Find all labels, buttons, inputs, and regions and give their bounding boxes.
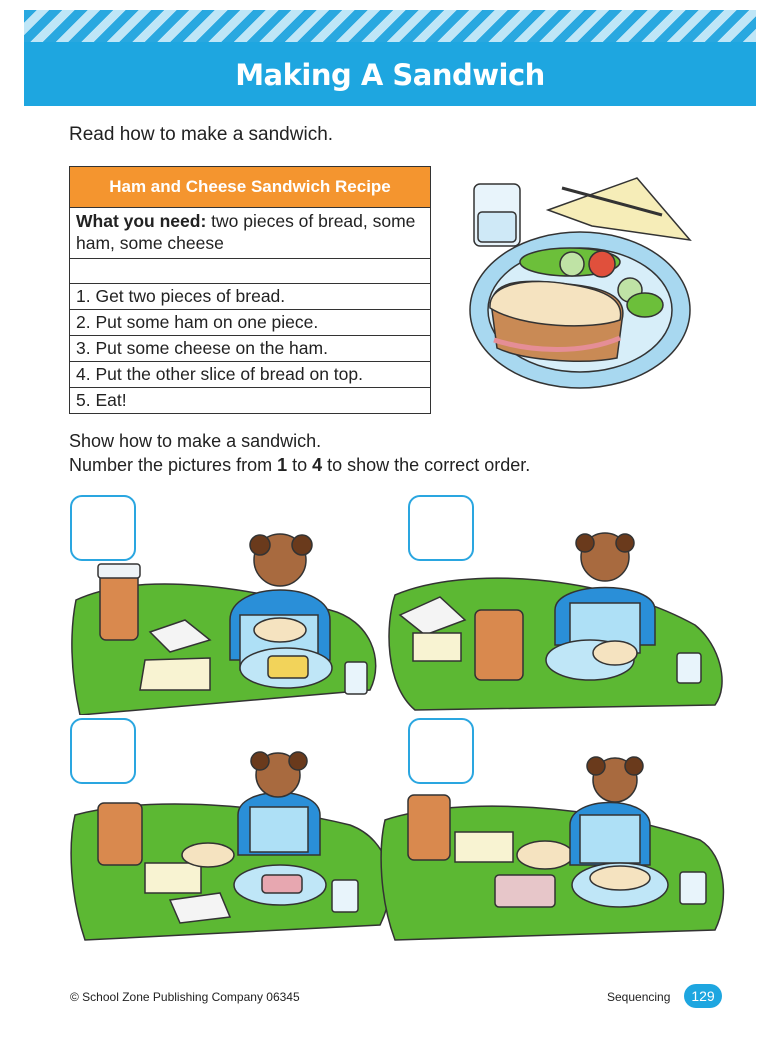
recipe-step: 5. Eat! [76, 390, 127, 410]
sandwich-plate-illustration [462, 170, 702, 400]
number-start: 1 [277, 455, 288, 475]
instruction-line-2 [69, 453, 530, 477]
order-box-1[interactable] [70, 495, 136, 561]
page-number: 129 [684, 984, 722, 1008]
copyright: © School Zone Publishing Company 06345 [70, 990, 300, 1004]
recipe-title: Ham and Cheese Sandwich Recipe [70, 167, 430, 208]
header-stripe [24, 10, 756, 42]
recipe-ingredients [70, 208, 430, 259]
recipe-table [69, 166, 431, 414]
order-box-4[interactable] [408, 718, 474, 784]
number-end: 4 [312, 455, 323, 475]
intro-text: Read how to make a sandwich. [69, 124, 334, 145]
recipe-blank-row [70, 259, 430, 284]
instruction-text: to show the correct order. [322, 455, 531, 475]
instructions [69, 429, 530, 477]
section-label: Sequencing [607, 990, 671, 1004]
recipe-step: 3. Put some cheese on the ham. [70, 336, 430, 362]
page-title: Making A Sandwich [235, 58, 545, 92]
instruction-line-1: Show how to make a sandwich. [69, 431, 322, 451]
order-box-3[interactable] [70, 718, 136, 784]
need-text: two pieces of bread, some ham, some cheese [76, 211, 416, 253]
recipe-step: 2. Put some ham on one piece. [70, 310, 430, 336]
instruction-text: Number the pictures from [69, 455, 278, 475]
order-box-2[interactable] [408, 495, 474, 561]
need-label: What you need: [76, 211, 207, 231]
instruction-text: to [287, 455, 313, 475]
recipe-step: 1. Get two pieces of bread. [70, 284, 430, 310]
recipe-step: 4. Put the other slice of bread on top. [70, 362, 430, 388]
